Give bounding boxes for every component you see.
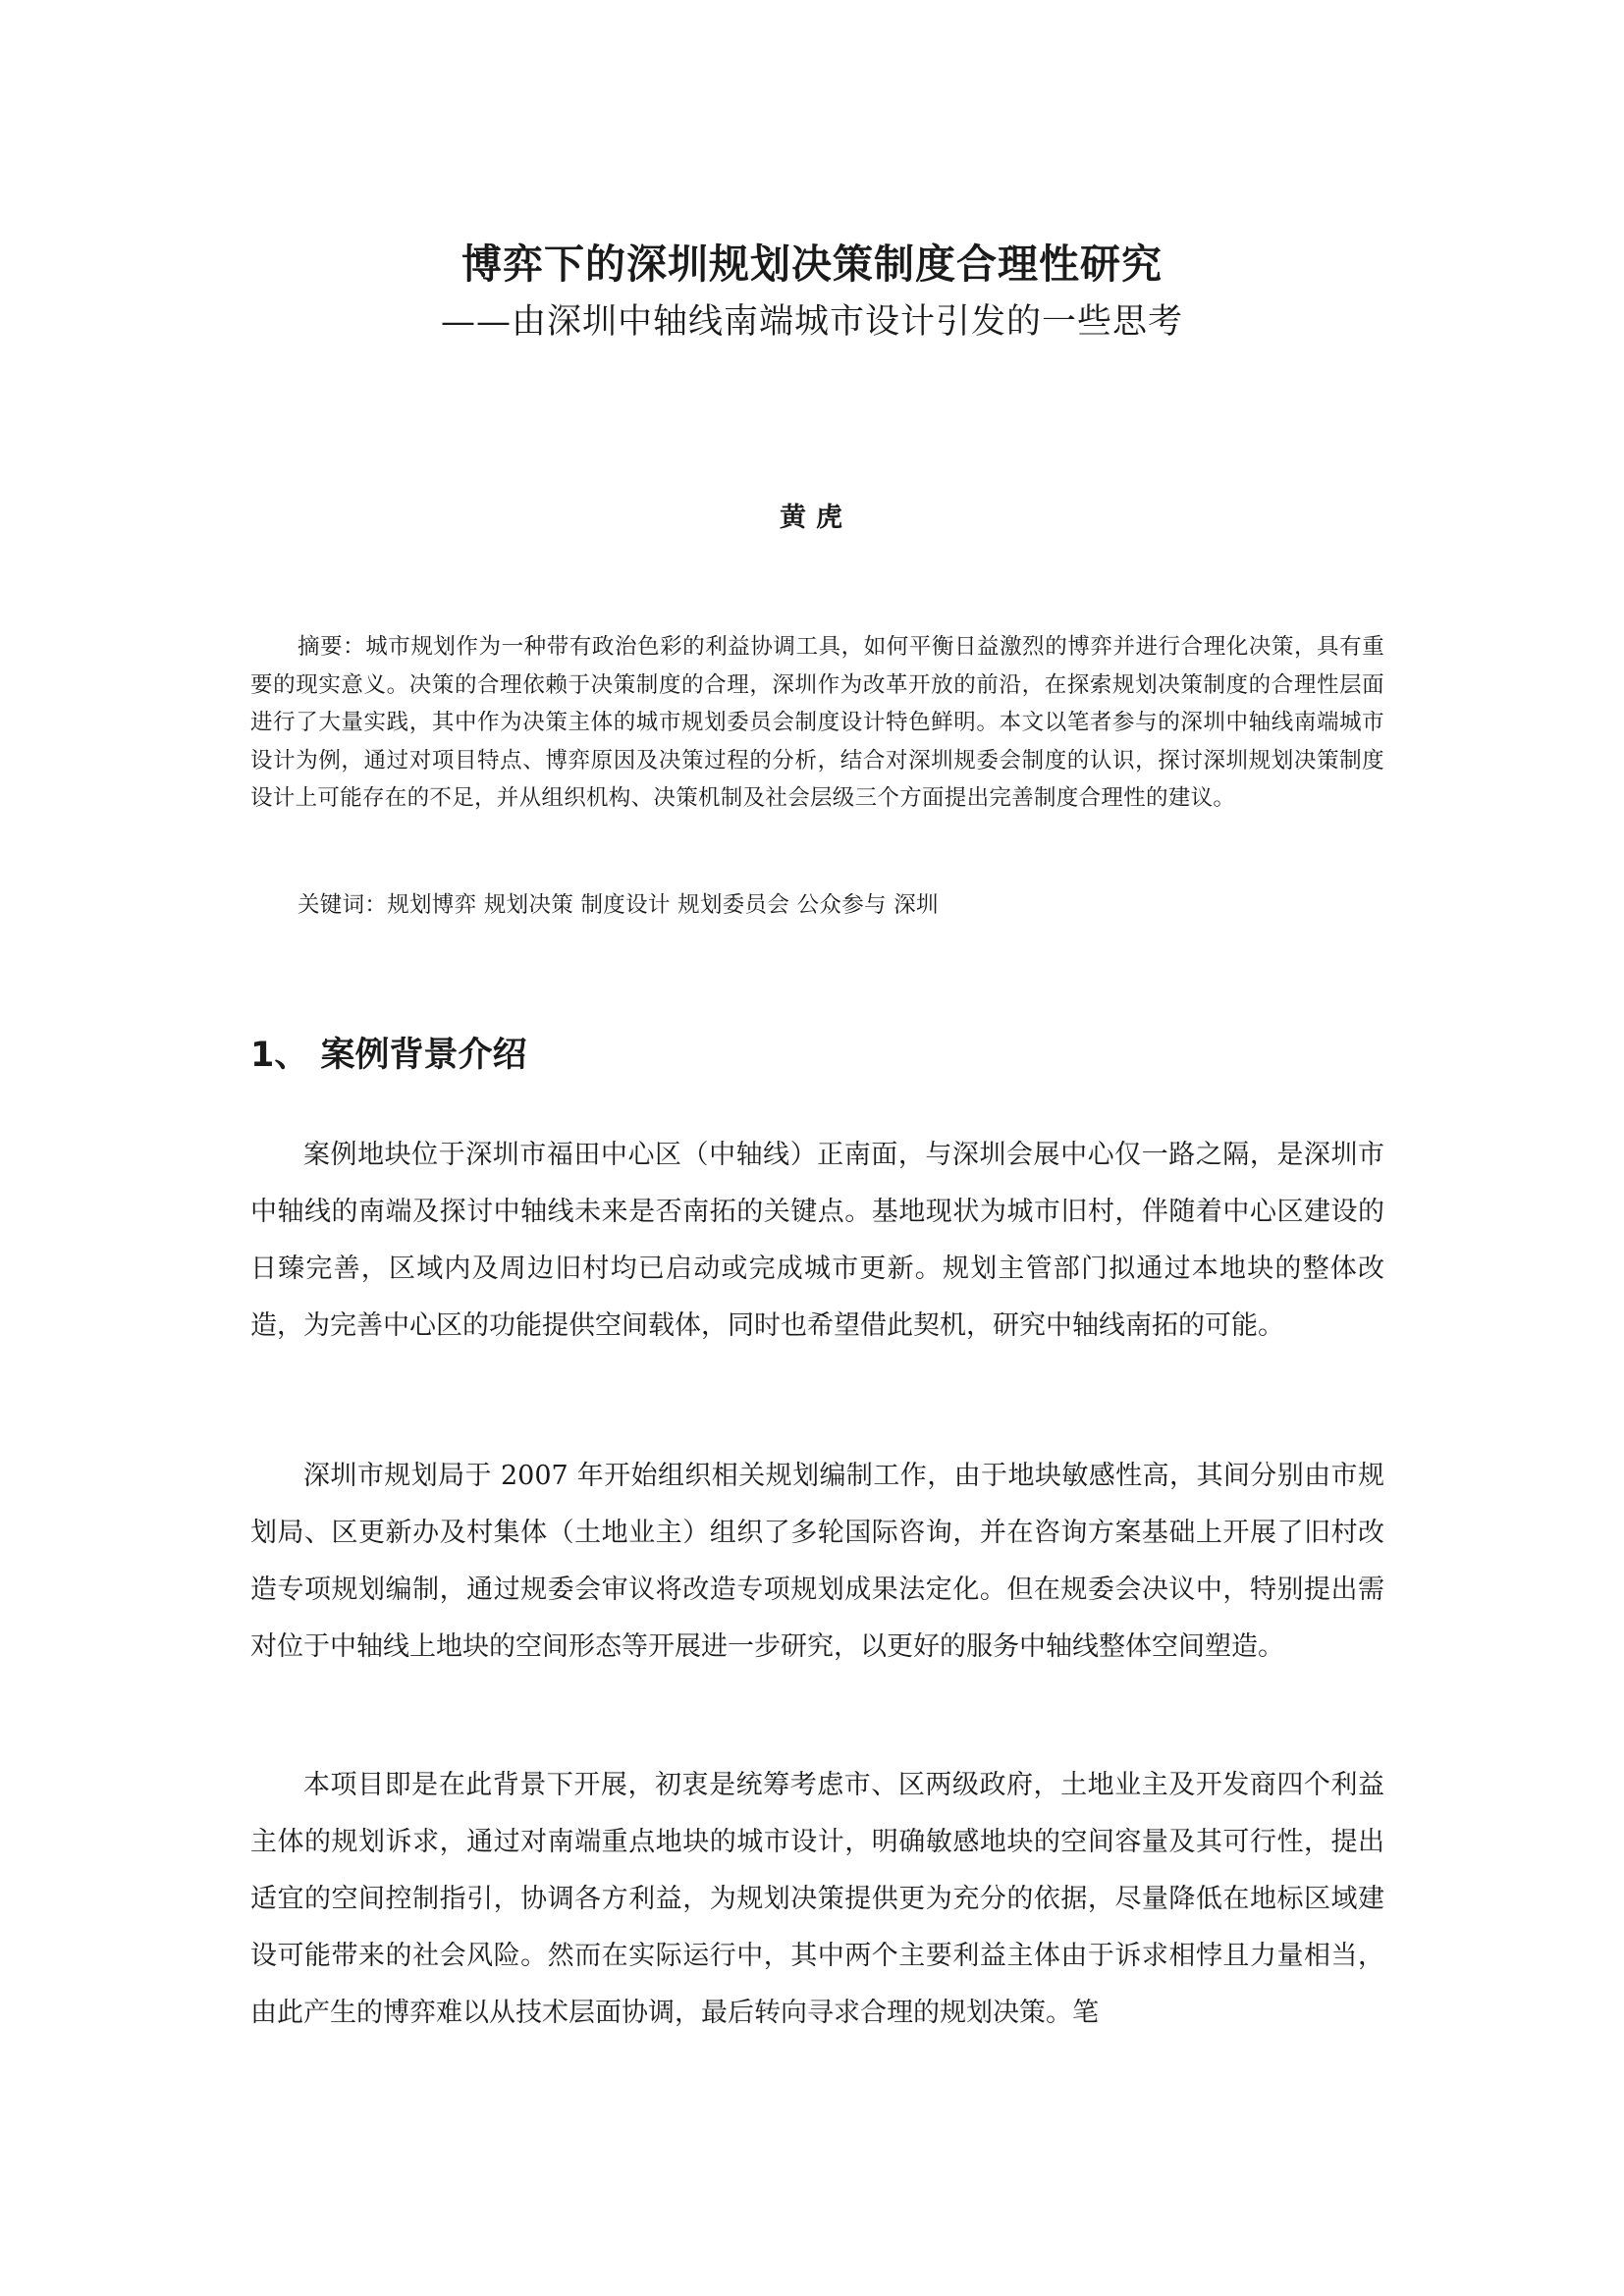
paper-subtitle: ——由深圳中轴线南端城市设计引发的一些思考 xyxy=(440,302,1183,342)
paper-title: 博弈下的深圳规划决策制度合理性研究 xyxy=(461,240,1163,289)
author-name: 黄虎 xyxy=(780,503,852,533)
abstract-paragraph: 摘要：城市规划作为一种带有政治色彩的利益协调工具，如何平衡日益激烈的博弈并进行合理化决策，具有重要的现实意义。决策的合理依赖于决策制度的合理，深圳作为改革开放的前沿，在探索规划决策制度的合理性层面进行了大量实践，其中作为决策主体的城市规划委员会制度设计特色鲜明。本文以笔者参与的深圳中轴线南端城市设计为例，通过对项目特点、博弈原因及决策过程的分析，结合对深圳规委会制度的认识，探讨深圳规划决策制度设计上可能存在的不足，并从组织机构、决策机制及社会层级三个方面提出完善制度合理性的建议。 xyxy=(250,634,1384,811)
section-heading: 1、 案例背景介绍 xyxy=(250,1036,527,1075)
body-paragraph: 案例地块位于深圳市福田中心区（中轴线）正南面，与深圳会展中心仅一路之隔，是深圳市中轴线的南端及探讨中轴线未来是否南拓的关键点。基地现状为城市旧村，伴随着中心区建设的日臻完善，区域内及周边旧村均已启动或完成城市更新。规划主管部门拟通过本地块的整体改造，为完善中心区的功能提供空间载体，同时也希望借此契机，研究中轴线南拓的可能。 xyxy=(250,1140,1384,1341)
body-paragraph: 深圳市规划局于 2007 年开始组织相关规划编制工作，由于地块敏感性高，其间分别由市规划局、区更新办及村集体（土地业主）组织了多轮国际咨询，并在咨询方案基础上开展了旧村改造专项规划编制，通过规委会审议将改造专项规划成果法定化。但在规委会决议中，特别提出需对位于中轴线上地块的空间形态等开展进一步研究，以更好的服务中轴线整体空间塑造。 xyxy=(250,1461,1384,1662)
body-paragraph: 本项目即是在此背景下开展，初衷是统筹考虑市、区两级政府，土地业主及开发商四个利益主体的规划诉求，通过对南端重点地块的城市设计，明确敏感地块的空间容量及其可行性，提出适宜的空间控制指引，协调各方利益，为规划决策提供更为充分的依据，尽量降低在地标区域建设可能带来的社会风险。然而在实际运行中，其中两个主要利益主体由于诉求相悖且力量相当，由此产生的博弈难以从技术层面协调，最后转向寻求合理的规划决策。笔 xyxy=(250,1770,1384,2028)
keywords-line: 关键词：规划博弈 规划决策 制度设计 规划委员会 公众参与 深圳 xyxy=(298,892,939,918)
